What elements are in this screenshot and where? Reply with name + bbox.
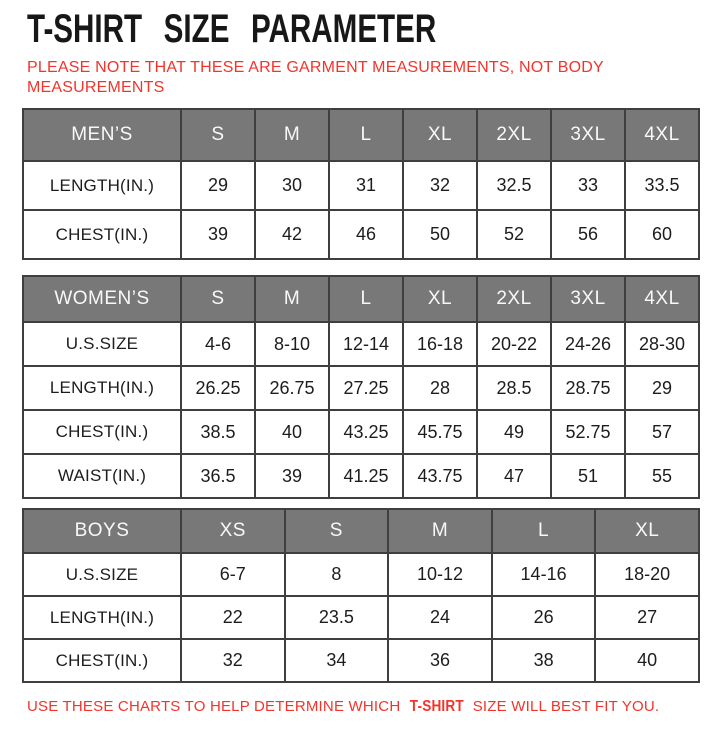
table-row — [23, 322, 699, 366]
value-cell: 52 — [477, 210, 551, 259]
value-cell: 52.75 — [551, 410, 625, 454]
size-header-cell: XL — [403, 109, 477, 161]
value-cell: 41.25 — [329, 454, 403, 498]
value-cell: 24-26 — [551, 322, 625, 366]
size-header-cell: L — [329, 109, 403, 161]
size-header-cell: 2XL — [477, 109, 551, 161]
size-header-cell: M — [255, 276, 329, 322]
value-cell: 56 — [551, 210, 625, 259]
mens-size-table — [22, 108, 700, 260]
value-cell: 32 — [181, 639, 285, 682]
table-row — [23, 210, 699, 259]
footer-note — [27, 698, 720, 716]
value-cell: 46 — [329, 210, 403, 259]
footer-brand-word: T-SHIRT — [409, 698, 464, 715]
size-header-cell: 3XL — [551, 276, 625, 322]
table-row — [23, 596, 699, 639]
size-header-cell: 3XL — [551, 109, 625, 161]
garment-note-line1: PLEASE NOTE THAT THESE ARE GARMENT MEASUREMENTS, NOT BODY — [27, 59, 604, 76]
value-cell: 39 — [181, 210, 255, 259]
value-cell: 10-12 — [388, 553, 492, 596]
value-cell: 26.75 — [255, 366, 329, 410]
value-cell: 22 — [181, 596, 285, 639]
value-cell: 26 — [492, 596, 596, 639]
value-cell: 34 — [285, 639, 389, 682]
size-header-cell: XL — [403, 276, 477, 322]
value-cell: 40 — [595, 639, 699, 682]
size-header-cell: M — [388, 509, 492, 553]
page-title-text: T-SHIRT SIZE PARAMETER — [27, 7, 437, 51]
size-header-cell: 2XL — [477, 276, 551, 322]
garment-note — [27, 58, 720, 98]
value-cell: 43.25 — [329, 410, 403, 454]
value-cell: 45.75 — [403, 410, 477, 454]
value-cell: 49 — [477, 410, 551, 454]
size-header-cell: M — [255, 109, 329, 161]
womens-header-row — [23, 276, 699, 322]
group-label-cell: MEN’S — [23, 109, 181, 161]
value-cell: 24 — [388, 596, 492, 639]
boys-size-table — [22, 508, 700, 683]
value-cell: 28-30 — [625, 322, 699, 366]
metric-label-cell: U.S.SIZE — [23, 553, 181, 596]
metric-label-cell: U.S.SIZE — [23, 322, 181, 366]
size-chart-page — [0, 9, 720, 729]
metric-label-cell: WAIST(IN.) — [23, 454, 181, 498]
value-cell: 4-6 — [181, 322, 255, 366]
value-cell: 26.25 — [181, 366, 255, 410]
size-header-cell: S — [181, 109, 255, 161]
value-cell: 31 — [329, 161, 403, 210]
group-label-cell: WOMEN’S — [23, 276, 181, 322]
value-cell: 18-20 — [595, 553, 699, 596]
metric-label-cell: LENGTH(IN.) — [23, 366, 181, 410]
value-cell: 36 — [388, 639, 492, 682]
table-row — [23, 454, 699, 498]
page-title — [27, 9, 720, 49]
value-cell: 29 — [181, 161, 255, 210]
value-cell: 36.5 — [181, 454, 255, 498]
value-cell: 40 — [255, 410, 329, 454]
metric-label-cell: LENGTH(IN.) — [23, 161, 181, 210]
value-cell: 29 — [625, 366, 699, 410]
value-cell: 57 — [625, 410, 699, 454]
value-cell: 33.5 — [625, 161, 699, 210]
value-cell: 8 — [285, 553, 389, 596]
table-row — [23, 553, 699, 596]
value-cell: 20-22 — [477, 322, 551, 366]
table-row — [23, 161, 699, 210]
value-cell: 12-14 — [329, 322, 403, 366]
value-cell: 33 — [551, 161, 625, 210]
value-cell: 27 — [595, 596, 699, 639]
metric-label-cell: CHEST(IN.) — [23, 210, 181, 259]
value-cell: 32.5 — [477, 161, 551, 210]
metric-label-cell: CHEST(IN.) — [23, 410, 181, 454]
value-cell: 39 — [255, 454, 329, 498]
value-cell: 6-7 — [181, 553, 285, 596]
size-header-cell: L — [329, 276, 403, 322]
boys-header-row — [23, 509, 699, 553]
value-cell: 8-10 — [255, 322, 329, 366]
value-cell: 47 — [477, 454, 551, 498]
value-cell: 51 — [551, 454, 625, 498]
value-cell: 16-18 — [403, 322, 477, 366]
size-header-cell: L — [492, 509, 596, 553]
garment-note-line2: MEASUREMENTS — [27, 79, 165, 96]
size-header-cell: XS — [181, 509, 285, 553]
footer-prefix: USE THESE CHARTS TO HELP DETERMINE WHICH — [27, 698, 405, 715]
mens-header-row — [23, 109, 699, 161]
value-cell: 27.25 — [329, 366, 403, 410]
value-cell: 28 — [403, 366, 477, 410]
value-cell: 60 — [625, 210, 699, 259]
size-header-cell: XL — [595, 509, 699, 553]
group-label-cell: BOYS — [23, 509, 181, 553]
size-header-cell: 4XL — [625, 276, 699, 322]
value-cell: 50 — [403, 210, 477, 259]
metric-label-cell: CHEST(IN.) — [23, 639, 181, 682]
table-row — [23, 639, 699, 682]
value-cell: 32 — [403, 161, 477, 210]
value-cell: 23.5 — [285, 596, 389, 639]
value-cell: 38 — [492, 639, 596, 682]
value-cell: 28.5 — [477, 366, 551, 410]
size-header-cell: 4XL — [625, 109, 699, 161]
value-cell: 55 — [625, 454, 699, 498]
value-cell: 28.75 — [551, 366, 625, 410]
table-row — [23, 366, 699, 410]
value-cell: 14-16 — [492, 553, 596, 596]
footer-suffix: SIZE WILL BEST FIT YOU. — [468, 698, 660, 715]
size-header-cell: S — [181, 276, 255, 322]
womens-size-table — [22, 275, 700, 499]
size-header-cell: S — [285, 509, 389, 553]
value-cell: 30 — [255, 161, 329, 210]
metric-label-cell: LENGTH(IN.) — [23, 596, 181, 639]
value-cell: 43.75 — [403, 454, 477, 498]
table-row — [23, 410, 699, 454]
value-cell: 38.5 — [181, 410, 255, 454]
value-cell: 42 — [255, 210, 329, 259]
